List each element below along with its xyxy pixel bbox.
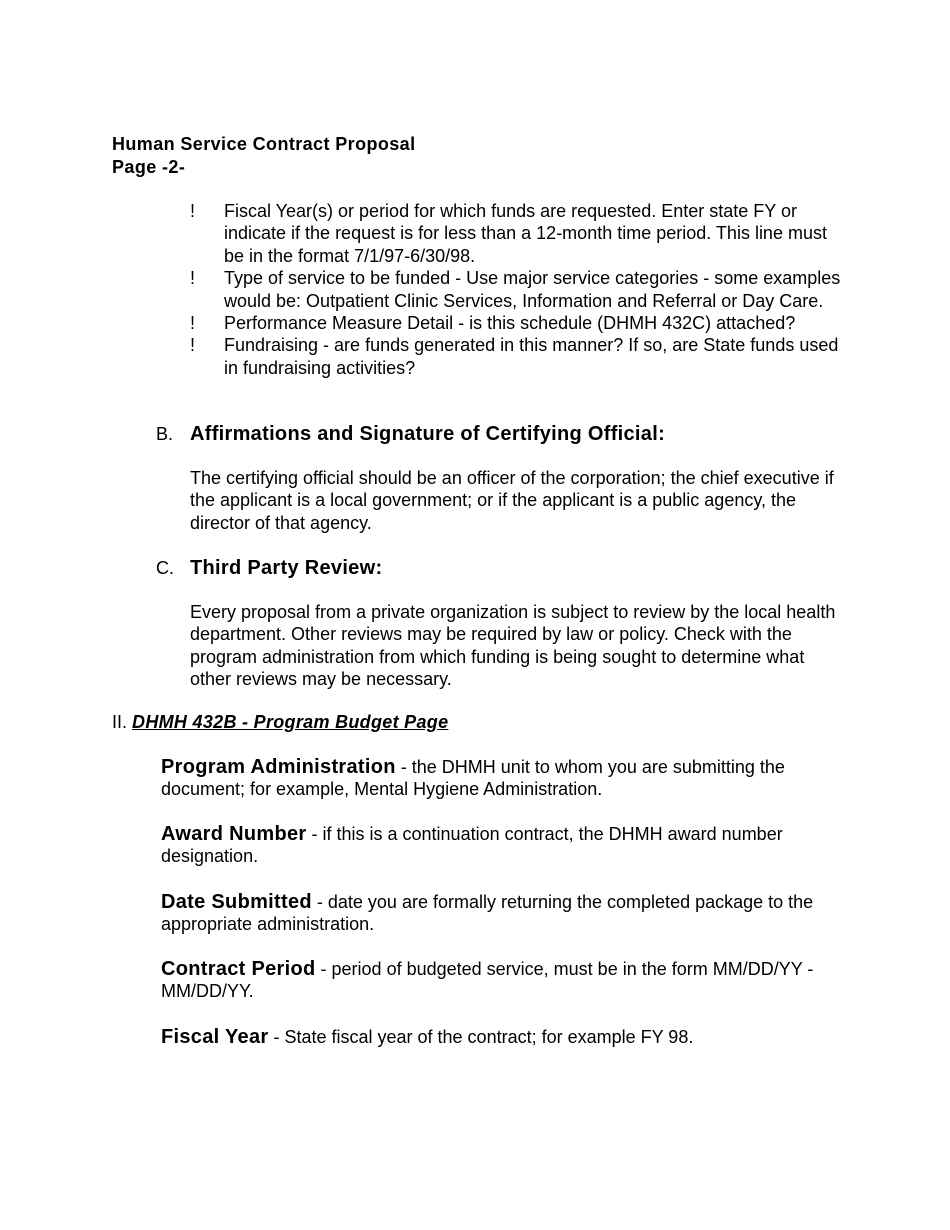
definition-term: Fiscal Year [161, 1026, 269, 1048]
section-title: Third Party Review: [190, 557, 383, 579]
definition-text: - the DHMH unit to whom you are submitting the document; for example, Mental Hygiene Administration. [161, 757, 785, 800]
definition-text: - State fiscal year of the contract; for example FY 98. [268, 1027, 694, 1047]
bullet-mark: ! [190, 201, 196, 221]
list-item-text: Performance Measure Detail - is this schedule (DHMH 432C) attached? [224, 313, 796, 334]
definition-date-submitted [161, 891, 851, 936]
list-item-text: Type of service to be funded - Use major service categories - some examples would be: Outpatient Clinic Services, Information and Referral or Day Care. [224, 268, 841, 311]
list-item [190, 334, 850, 379]
definition-contract-period [161, 958, 851, 1003]
section-letter: B. [156, 424, 174, 444]
section-title: DHMH 432B - Program Budget Page [132, 712, 449, 732]
document-title: Human Service Contract Proposal [112, 134, 416, 154]
section-letter: C. [156, 558, 174, 578]
section-title: Affirmations and Signature of Certifying Official: [190, 423, 666, 445]
definition-text: - date you are formally returning the completed package to the appropriate administration. [161, 892, 814, 935]
definition-text: - period of budgeted service, must be in the form MM/DD/YY - MM/DD/YY. [161, 959, 814, 1002]
definition-fiscal-year [161, 1026, 851, 1048]
definition-term: Date Submitted [161, 891, 312, 913]
requirements-list [190, 200, 850, 379]
section-c-body: Every proposal from a private organization is subject to review by the local health department. Other reviews may be required by law or policy. Check with the program administration from which funding is being sought to determine what other reviews may be necessary. [190, 602, 836, 690]
definition-term: Award Number [161, 823, 307, 845]
list-item-text: Fiscal Year(s) or period for which funds are requested. Enter state FY or indicate if the request is for less than a 12-month time period. This line must be in the format 7/1/97-6/30/98. [224, 201, 827, 266]
page-header [112, 133, 416, 179]
section-b-body: The certifying official should be an officer of the corporation; the chief executive if the applicant is a local government; or if the applicant is a public agency, the director of that agency. [190, 468, 834, 533]
bullet-mark: ! [190, 268, 196, 289]
section-numeral: II. [112, 712, 128, 732]
list-item [190, 312, 850, 334]
definition-term: Contract Period [161, 958, 316, 980]
bullet-mark: ! [190, 335, 196, 356]
page-number: Page -2- [112, 157, 186, 177]
definition-term: Program Administration [161, 756, 396, 778]
definition-program-administration [161, 756, 851, 801]
list-item [190, 200, 850, 267]
definition-award-number [161, 823, 851, 868]
list-item-text: Fundraising - are funds generated in this manner? If so, are State funds used in fundraising activities? [224, 335, 839, 378]
bullet-mark: ! [190, 313, 196, 334]
section-ii-heading [112, 710, 448, 734]
definition-text: - if this is a continuation contract, the DHMH award number designation. [161, 824, 783, 867]
list-item [190, 267, 850, 312]
